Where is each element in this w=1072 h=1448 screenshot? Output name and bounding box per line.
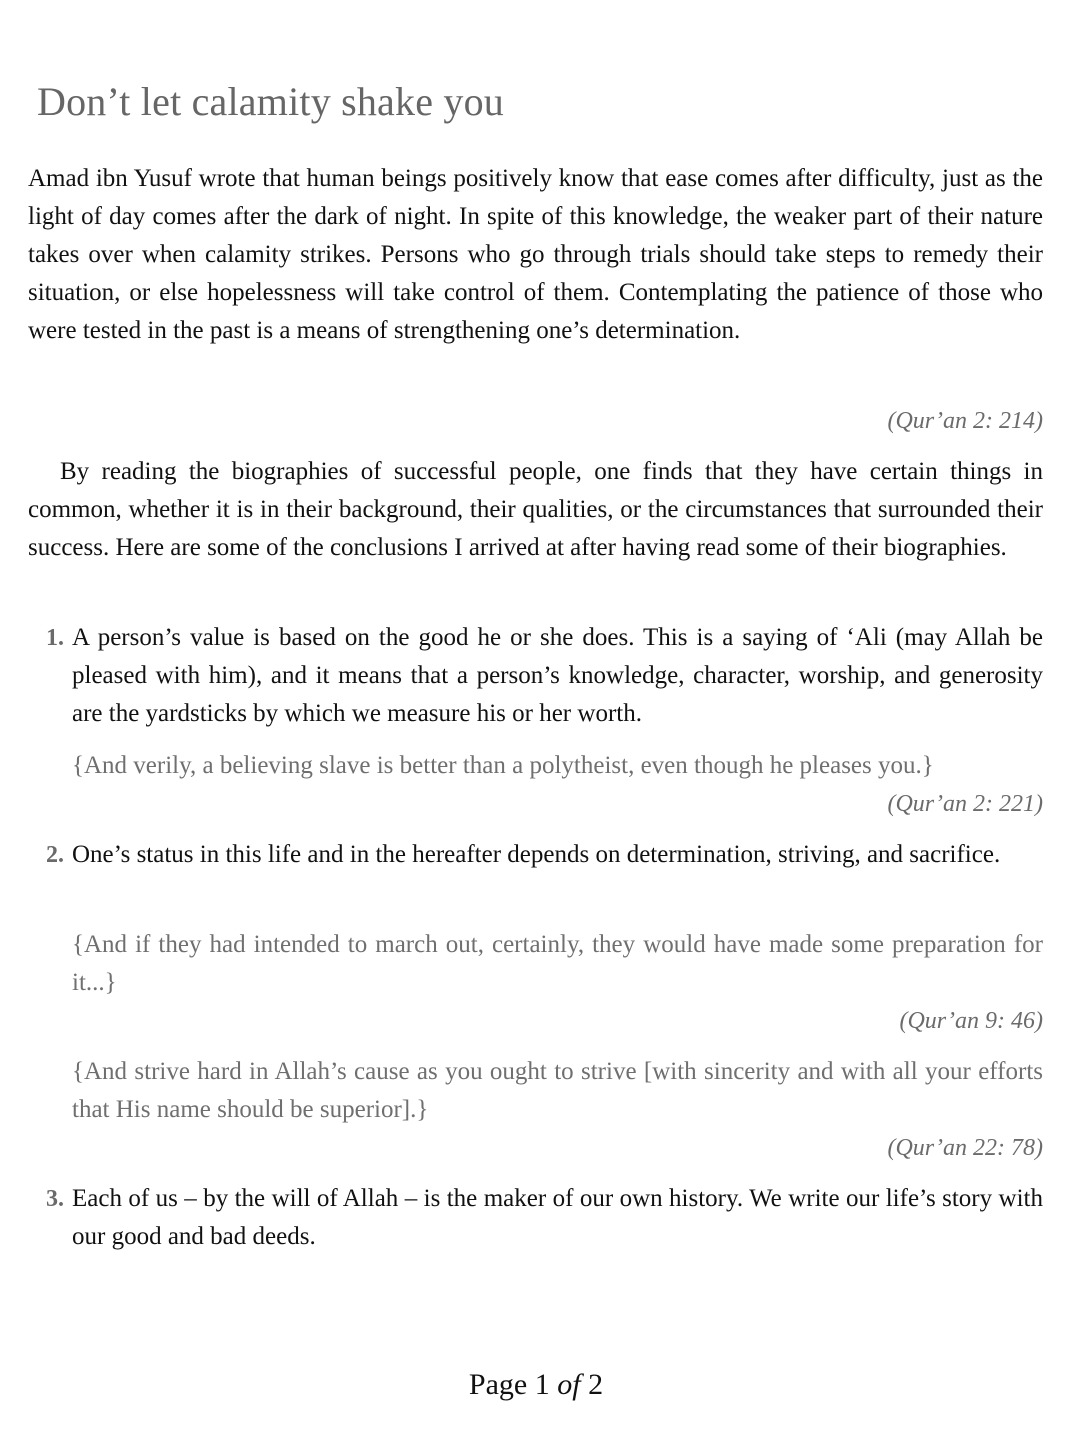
citation: (Qur’an 9: 46) bbox=[899, 1008, 1043, 1034]
quran-quote: {And strive hard in Allah’s cause as you ought to strive [with sincerity and with all your efforts that His name should be superior].} bbox=[72, 1058, 1043, 1123]
list-item bbox=[28, 1180, 1043, 1256]
quran-quote: {And if they had intended to march out, certainly, they would have made some preparation for it...} bbox=[72, 931, 1043, 996]
page-indicator bbox=[0, 1368, 1072, 1402]
page-label: Page bbox=[468, 1368, 528, 1401]
citation: (Qur’an 2: 214) bbox=[887, 408, 1043, 434]
citation: (Qur’an 22: 78) bbox=[887, 1135, 1043, 1161]
body-paragraph: By reading the biographies of successful people, one finds that they have certain things in common, whether it is in their background, their qualities, or the circumstances that surrounded their success. Here are some of the conclusions I arrived at after having read some of their biographies. bbox=[28, 458, 1043, 561]
list-item bbox=[28, 619, 1043, 733]
page-title: Don’t let calamity shake you bbox=[37, 79, 504, 124]
list-number: 1. bbox=[46, 625, 64, 651]
total-pages: 2 bbox=[588, 1368, 604, 1401]
list-number: 3. bbox=[46, 1186, 64, 1212]
list-item-text: Each of us – by the will of Allah – is the maker of our own history. We write our life’s story with our good and bad deeds. bbox=[72, 1185, 1043, 1250]
of-label: of bbox=[557, 1368, 581, 1401]
list-item bbox=[28, 836, 1043, 874]
list-number: 2. bbox=[46, 842, 64, 868]
intro-paragraph: Amad ibn Yusuf wrote that human beings positively know that ease comes after difficulty, just as the light of day comes after the dark of night. In spite of this knowledge, the weaker part of their nature takes over when calamity strikes. Persons who go through trials should take steps to remedy their situation, or else hopelessness will take control of them. Contemplating the patience of those who were tested in the past is a means of strengthening one’s determination. bbox=[28, 165, 1043, 344]
list-item-text: One’s status in this life and in the hereafter depends on determination, striving, and sacrifice. bbox=[72, 841, 1001, 868]
current-page: 1 bbox=[534, 1368, 550, 1401]
citation: (Qur’an 2: 221) bbox=[887, 791, 1043, 817]
quran-quote: {And verily, a believing slave is better than a polytheist, even though he pleases you.} bbox=[72, 752, 934, 779]
list-item-text: A person’s value is based on the good he or she does. This is a saying of ‘Ali (may Allah be pleased with him), and it means that a person’s knowledge, character, worship, and generosity are the yardsticks by which we measure his or her worth. bbox=[72, 624, 1043, 727]
